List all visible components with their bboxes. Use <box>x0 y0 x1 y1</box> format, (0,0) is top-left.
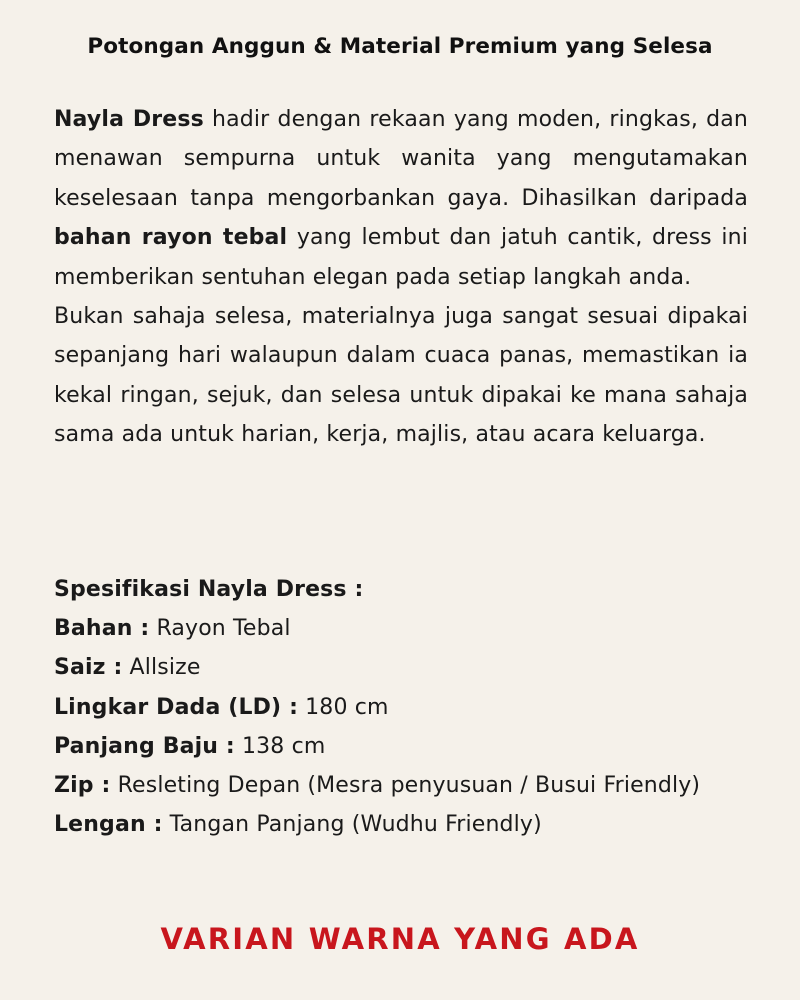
section-heading: Potongan Anggun & Material Premium yang Selesa <box>87 34 713 59</box>
intro-text-part-2: yang lembut dan jatuh cantik, dress ini memberikan sentuhan elegan pada setiap langkah anda. <box>54 225 749 290</box>
spec-value: Tangan Panjang (Wudhu Friendly) <box>162 812 542 838</box>
spec-label: Lengan : <box>54 812 163 838</box>
spec-label: Bahan : <box>54 616 150 642</box>
spec-value: 180 cm <box>298 694 389 720</box>
product-name: Nayla Dress <box>54 107 204 132</box>
intro-text-part-1: hadir dengan rekaan yang moden, ringkas, dan menawan sempurna untuk wanita yang mengutamakan keselesaan tanpa mengorbankan gaya. Dihasilkan daripada <box>54 107 748 211</box>
spec-label: Saiz : <box>54 655 123 681</box>
spec-value: 138 cm <box>234 733 326 759</box>
spec-row-lengan <box>54 805 748 844</box>
spec-label: Zip : <box>54 773 111 799</box>
spec-row-bahan <box>54 609 748 648</box>
intro-paragraph-1 <box>54 100 748 297</box>
spec-title: Spesifikasi Nayla Dress : <box>54 577 364 602</box>
spec-label: Lingkar Dada (LD) : <box>54 694 299 720</box>
spec-value: Allsize <box>122 655 201 681</box>
spec-row-zip <box>54 766 748 805</box>
spec-value: Rayon Tebal <box>149 616 291 642</box>
material-highlight: bahan rayon tebal <box>54 225 288 251</box>
specification-list <box>54 570 748 844</box>
spec-row-lingkar-dada <box>54 688 748 727</box>
spec-value: Resleting Depan (Mesra penyusuan / Busui Friendly) <box>110 773 701 799</box>
color-variants-heading: VARIAN WARNA YANG ADA <box>160 922 640 956</box>
spec-label: Panjang Baju : <box>54 733 235 759</box>
spec-row-saiz <box>54 648 748 687</box>
intro-text <box>54 100 748 455</box>
intro-paragraph-2: Bukan sahaja selesa, materialnya juga sangat sesuai dipakai sepanjang hari walaupun dalam cuaca panas, memastikan ia kekal ringan, sejuk, dan selesa untuk dipakai ke mana sahaja sama ada untuk harian, kerja, majlis, atau acara keluarga. <box>54 304 748 448</box>
spec-row-panjang-baju <box>54 727 748 766</box>
